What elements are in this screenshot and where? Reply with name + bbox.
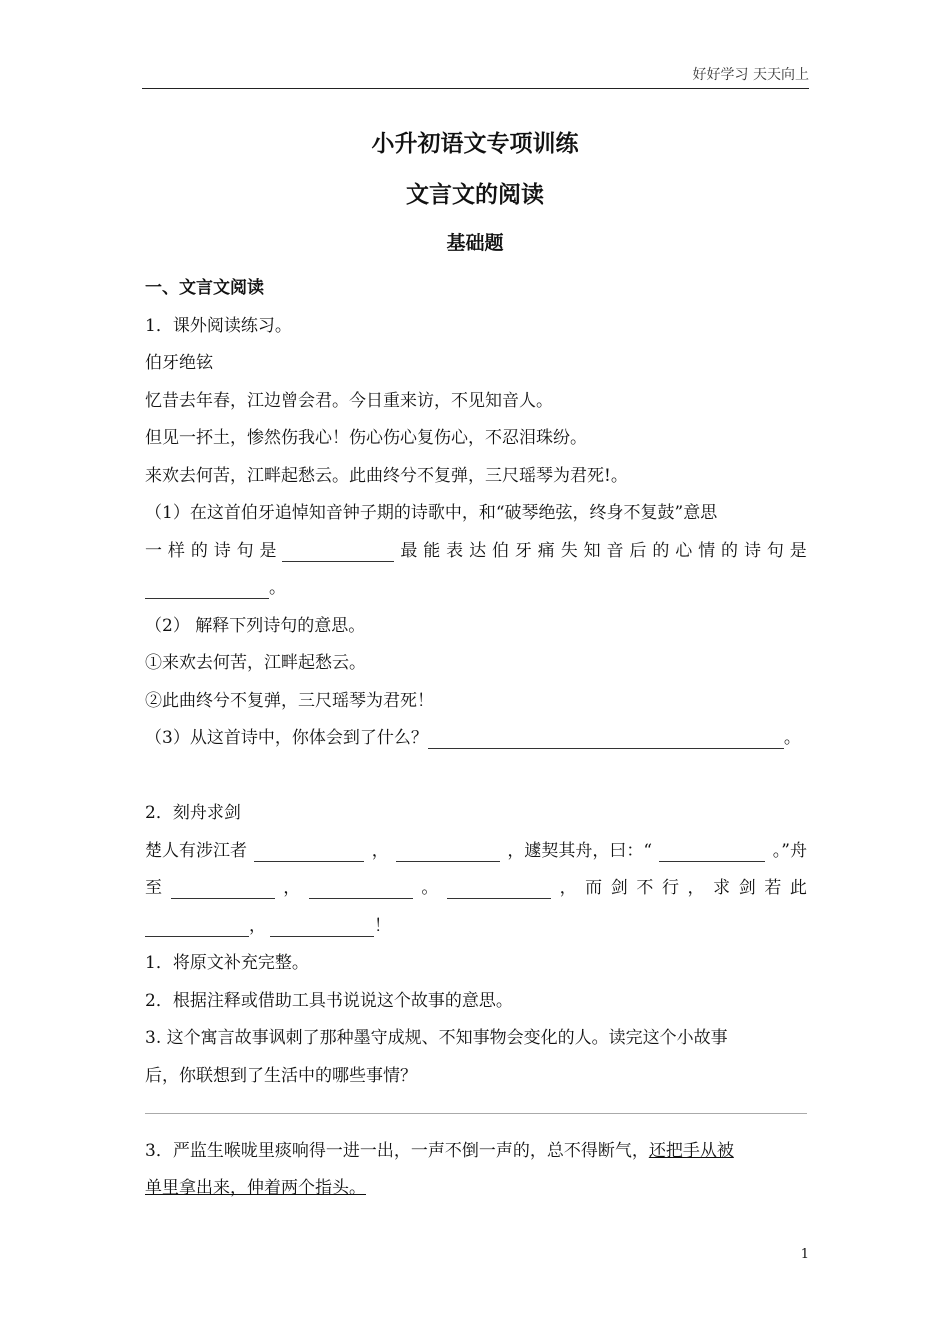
text-char: 诗 (213, 540, 231, 561)
text-char: 情 (698, 540, 716, 561)
text-char: 剑 (610, 878, 628, 898)
q2-line2 (145, 870, 807, 908)
level-title: 基础题 (446, 232, 504, 254)
punct: 。 (421, 878, 439, 898)
answer-blank[interactable] (171, 878, 275, 899)
answer-blank[interactable] (282, 541, 394, 562)
text-char: 的 (190, 540, 208, 561)
spacer (145, 758, 807, 796)
text-char: 的 (652, 540, 670, 561)
punct: 。 (269, 578, 286, 598)
text-char: 行 (661, 878, 679, 898)
answer-blank[interactable] (309, 878, 413, 899)
punct: ， (283, 878, 301, 898)
page-number: 1 (800, 1247, 809, 1262)
punct: ， (249, 915, 266, 936)
text-char: 音 (606, 540, 624, 561)
text-char: 若 (764, 878, 782, 898)
answer-blank[interactable] (447, 878, 551, 899)
text-char: 至 (145, 878, 162, 898)
poem-line-3: 来欢去何苦，江畔起愁云。此曲终兮不复弹，三尺瑶琴为君死!。 (145, 465, 628, 486)
text-char: 牙 (514, 540, 532, 561)
q2-task-3-line1: 3. 这个寓言故事讽刺了那种墨守成规、不知事物会变化的人。读完这个小故事 (145, 1028, 728, 1048)
q2-task-1: 1．将原文补充完整。 (145, 953, 309, 973)
underlined-text: 还把手从被 (648, 1140, 734, 1161)
document-body (145, 270, 807, 1208)
poem-title: 伯牙绝铉 (145, 353, 213, 373)
answer-blank[interactable] (428, 728, 784, 749)
text-char: 不 (636, 878, 654, 898)
text-char: 句 (236, 540, 254, 561)
answer-blank[interactable] (145, 916, 249, 937)
text-char: 能 (423, 540, 441, 561)
text-char: 是 (789, 540, 807, 561)
text-char: 诗 (743, 540, 761, 561)
text-char: 最 (400, 540, 418, 561)
question-text: （3）从这首诗中，你体会到了什么？ (145, 728, 428, 748)
sub-title: 文言文的阅读 (406, 182, 544, 208)
header-rule (142, 88, 809, 89)
q1-sub1-line2 (145, 533, 807, 571)
q2-task-2: 2．根据注释或借助工具书说说这个故事的意思。 (145, 990, 513, 1011)
punct: ， (559, 878, 577, 898)
punct: ！ (374, 915, 391, 936)
text-char: 剑 (738, 878, 756, 898)
text-char: 的 (721, 540, 739, 561)
q3-line2 (145, 1170, 807, 1208)
q2-label: 2．刻舟求剑 (145, 803, 241, 823)
text-char: 样 (167, 540, 185, 561)
underlined-text: 单里拿出来，伸着两个指头。 (145, 1178, 366, 1198)
text-char: 后 (629, 540, 647, 561)
answer-blank[interactable] (270, 916, 374, 937)
text-char: 失 (560, 540, 578, 561)
q1-sub3 (145, 720, 807, 758)
q1-sub2-b: ②此曲终兮不复弹，三尺瑶琴为君死！ (145, 690, 434, 711)
text-char: 句 (766, 540, 784, 561)
text-char: 知 (583, 540, 601, 561)
punct: 。 (783, 728, 801, 748)
text: 。”舟 (772, 840, 807, 861)
q1-label: 1．课外阅读练习。 (145, 315, 292, 336)
text-char: 痛 (537, 540, 555, 561)
poem-line-2: 但见一抔土，惨然伤我心！伤心伤心复伤心，不忍泪珠纷。 (145, 428, 587, 448)
text-char: 伯 (491, 540, 509, 561)
answer-line[interactable] (145, 1095, 807, 1133)
q2-line1 (145, 833, 807, 871)
answer-blank[interactable] (659, 841, 765, 862)
answer-blank[interactable] (145, 578, 269, 599)
text-char: 达 (469, 540, 487, 561)
poem-line-1: 忆昔去年春，江边曾会君。今日重来访，不见知音人。 (145, 390, 553, 411)
q1-sub1-line1: （1）在这首伯牙追悼知音钟子期的诗歌中，和“破琴绝弦，终身不复鼓”意思 (145, 503, 718, 523)
section-heading: 一、文言文阅读 (145, 278, 264, 298)
text-char: 是 (259, 540, 277, 561)
answer-blank[interactable] (254, 841, 364, 862)
page-header: 好好学习 天天向上 (692, 67, 809, 83)
text-char: 而 (585, 878, 603, 898)
q3-line1 (145, 1133, 807, 1171)
q1-sub2-a: ①来欢去何苦，江畔起愁云。 (145, 653, 366, 673)
main-title: 小升初语文专项训练 (371, 131, 579, 157)
answer-blank[interactable] (396, 841, 500, 862)
punct: ， (371, 840, 389, 861)
text-char: 求 (713, 878, 731, 898)
text: 楚人有涉江者 (145, 840, 247, 861)
punct: ， (687, 878, 705, 898)
q1-sub1-line3 (145, 570, 807, 608)
text: 3．严监生喉咙里痰响得一进一出，一声不倒一声的，总不得断气， (145, 1140, 649, 1161)
text: ，遽契其舟，曰：“ (507, 840, 653, 861)
q1-sub2: （2） 解释下列诗句的意思。 (145, 615, 366, 636)
q2-line3 (145, 908, 807, 946)
q2-task-3-line2: 后，你联想到了生活中的哪些事情？ (145, 1065, 417, 1086)
text-char: 心 (675, 540, 693, 561)
text-char: 此 (789, 878, 807, 898)
text-char: 表 (446, 540, 464, 561)
text-char: 一 (145, 540, 162, 561)
